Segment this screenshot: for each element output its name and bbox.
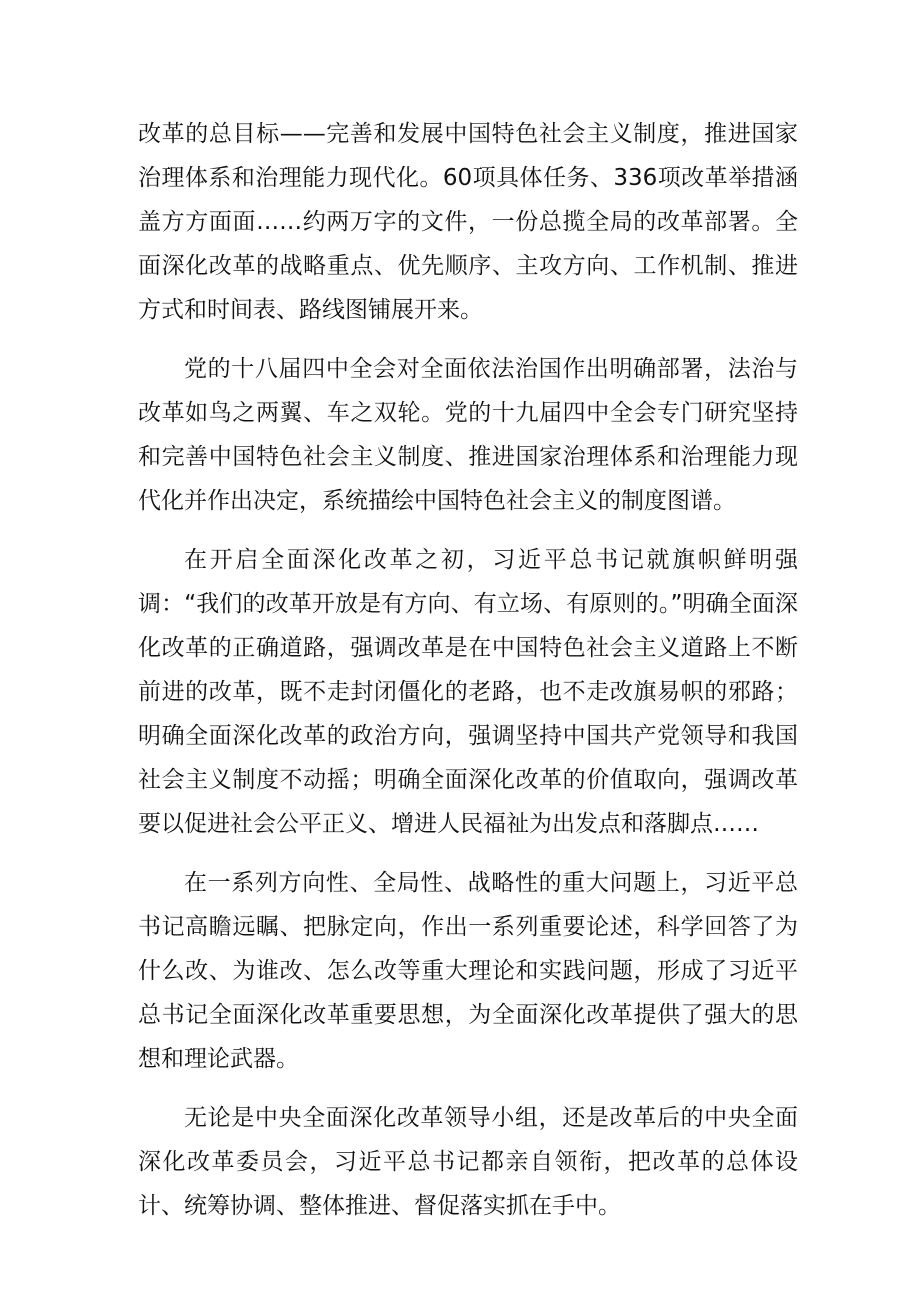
paragraph-5: 无论是中央全面深化改革领导小组，还是改革后的中央全面深化改革委员会，习近平总书记都亲自领衔，把改革的总体设计、统筹协调、整体推进、督促落实抓在手中。: [138, 1105, 798, 1219]
document-body: [138, 112, 798, 1243]
paragraph-3: 在开启全面深化改革之初，习近平总书记就旗帜鲜明强调：“我们的改革开放是有方向、有立场、有原则的。”明确全面深化改革的正确道路，强调改革是在中国特色社会主义道路上不断前进的改革，既不走封闭僵化的老路，也不走改旗易帜的邪路；明确全面深化改革的政治方向，强调坚持中国共产党领导和我国社会主义制度不动摇；明确全面深化改革的价值取向，强调改革要以促进社会公平正义、增进人民福祉为出发点和落脚点……: [138, 547, 798, 837]
paragraph-2: 党的十八届四中全会对全面依法治国作出明确部署，法治与改革如鸟之两翼、车之双轮。党的十九届四中全会专门研究坚持和完善中国特色社会主义制度、推进国家治理体系和治理能力现代化并作出决定，系统描绘中国特色社会主义的制度图谱。: [138, 356, 798, 514]
paragraph-4: 在一系列方向性、全局性、战略性的重大问题上，习近平总书记高瞻远瞩、把脉定向，作出一系列重要论述，科学回答了为什么改、为谁改、怎么改等重大理论和实践问题，形成了习近平总书记全面深化改革重要思想，为全面深化改革提供了强大的思想和理论武器。: [138, 870, 798, 1072]
paragraph-1: 改革的总目标——完善和发展中国特色社会主义制度，推进国家治理体系和治理能力现代化。60项具体任务、336项改革举措涵盖方方面面……约两万字的文件，一份总揽全局的改革部署。全面深化改革的战略重点、优先顺序、主攻方向、工作机制、推进方式和时间表、路线图铺展开来。: [138, 121, 798, 323]
